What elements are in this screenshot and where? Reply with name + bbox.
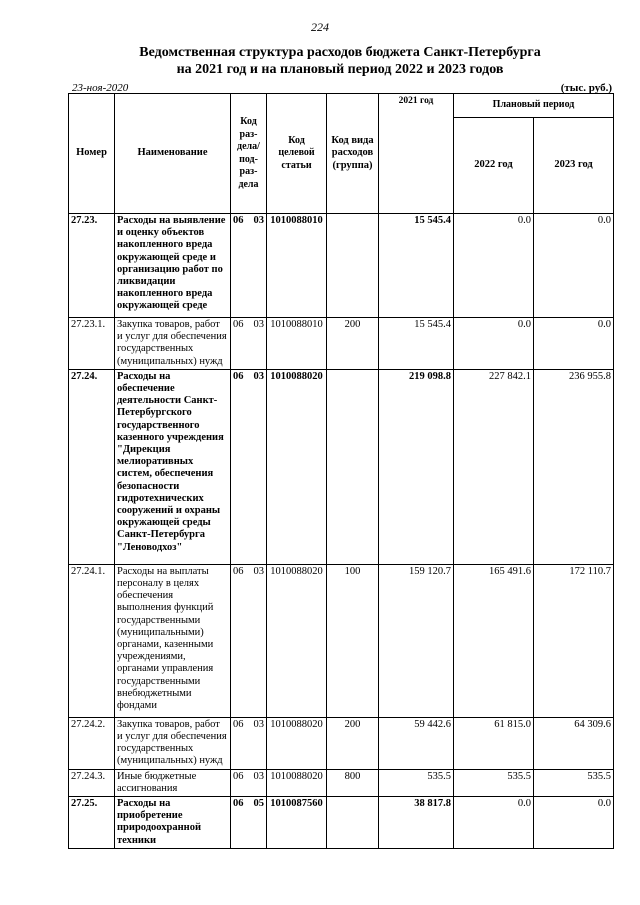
section-code: 06 [233, 565, 244, 577]
header-target-code: Код целевой статьи [267, 94, 327, 214]
row-value-2023: 0.0 [534, 214, 614, 318]
subsection-code: 03 [253, 565, 264, 577]
row-name: Расходы на приобретение природоохранной техники [115, 797, 231, 849]
row-number: 27.24.2. [69, 717, 115, 769]
row-target-code: 1010087560 [267, 797, 327, 849]
row-expense-type: 100 [327, 564, 379, 717]
subsection-code: 03 [253, 718, 264, 730]
page-title [60, 44, 620, 78]
header-planned-period: Плановый период [454, 94, 614, 118]
row-value-2021: 15 545.4 [379, 318, 454, 370]
row-section-code [231, 717, 267, 769]
row-value-2022: 0.0 [454, 318, 534, 370]
row-name: Иные бюджетные ассигнования [115, 769, 231, 796]
row-target-code: 1010088020 [267, 769, 327, 796]
row-name: Расходы на выявление и оценку объектов накопленного вреда окружающей среде и организацию работ по ликвидации накопленного вреда окружающей среде [115, 214, 231, 318]
title-line-1: Ведомственная структура расходов бюджета Санкт-Петербурга [139, 45, 541, 60]
row-target-code: 1010088020 [267, 717, 327, 769]
row-value-2021: 38 817.8 [379, 797, 454, 849]
row-section-code [231, 797, 267, 849]
header-expense-type-code: Код вида расходов (группа) [327, 94, 379, 214]
subsection-code: 05 [253, 798, 264, 810]
row-expense-type [327, 214, 379, 318]
row-value-2023: 64 309.6 [534, 717, 614, 769]
row-expense-type [327, 369, 379, 564]
row-value-2023: 172 110.7 [534, 564, 614, 717]
row-number: 27.25. [69, 797, 115, 849]
row-number: 27.24.1. [69, 564, 115, 717]
row-target-code: 1010088020 [267, 564, 327, 717]
row-name: Закупка товаров, работ и услуг для обеспечения государственных (муниципальных) нужд [115, 717, 231, 769]
row-number: 27.24. [69, 369, 115, 564]
table-row [69, 318, 614, 370]
row-name: Закупка товаров, работ и услуг для обеспечения государственных (муниципальных) нужд [115, 318, 231, 370]
header-2021: 2021 год [379, 94, 454, 214]
row-value-2021: 159 120.7 [379, 564, 454, 717]
table-row [69, 717, 614, 769]
subsection-code: 03 [253, 770, 264, 782]
section-code: 06 [233, 798, 244, 810]
row-number: 27.23. [69, 214, 115, 318]
subsection-code: 03 [253, 319, 264, 330]
header-name: Наименование [115, 94, 231, 214]
row-value-2022: 61 815.0 [454, 717, 534, 769]
row-expense-type: 200 [327, 318, 379, 370]
row-section-code [231, 369, 267, 564]
header-2023: 2023 год [534, 118, 614, 214]
row-value-2022: 0.0 [454, 214, 534, 318]
row-value-2022: 0.0 [454, 797, 534, 849]
row-expense-type: 200 [327, 717, 379, 769]
budget-table [68, 93, 614, 849]
row-section-code [231, 214, 267, 318]
table-row [69, 769, 614, 796]
row-name: Расходы на выплаты персоналу в целях обеспечения выполнения функций государственными (муниципальными) органами, казенными учреждениями, органами управления государственными внебюджетными фондами [115, 564, 231, 717]
subsection-code: 03 [253, 370, 264, 382]
document-date: 23-ноя-2020 [72, 82, 129, 94]
header-number: Номер [69, 94, 115, 214]
table-row [69, 564, 614, 717]
row-target-code: 1010088020 [267, 369, 327, 564]
table-row [69, 214, 614, 318]
section-code: 06 [233, 215, 244, 226]
table-row [69, 797, 614, 849]
section-code: 06 [233, 370, 244, 382]
row-value-2023: 0.0 [534, 797, 614, 849]
row-value-2022: 227 842.1 [454, 369, 534, 564]
row-value-2023: 0.0 [534, 318, 614, 370]
row-value-2021: 15 545.4 [379, 214, 454, 318]
row-expense-type [327, 797, 379, 849]
header-section-code: Код раз- дела/ под- раз- дела [231, 94, 267, 214]
row-value-2022: 535.5 [454, 769, 534, 796]
row-value-2023: 535.5 [534, 769, 614, 796]
row-target-code: 1010088010 [267, 214, 327, 318]
row-value-2021: 59 442.6 [379, 717, 454, 769]
row-value-2022: 165 491.6 [454, 564, 534, 717]
row-number: 27.24.3. [69, 769, 115, 796]
row-section-code [231, 564, 267, 717]
row-value-2021: 219 098.8 [379, 369, 454, 564]
section-code: 06 [233, 319, 244, 330]
title-line-2: на 2021 год и на плановый период 2022 и 2023 годов [176, 62, 504, 77]
row-section-code [231, 769, 267, 796]
row-value-2021: 535.5 [379, 769, 454, 796]
subsection-code: 03 [253, 215, 264, 226]
row-name: Расходы на обеспечение деятельности Санкт-Петербургского государственного казенного учреждения "Дирекция мелиоративных систем, обеспечения безопасности гидротехнических сооружений и охраны окружающей среды Санкт-Петербурга "Леноводхоз" [115, 369, 231, 564]
section-code: 06 [233, 770, 244, 782]
row-expense-type: 800 [327, 769, 379, 796]
table-row [69, 369, 614, 564]
row-section-code [231, 318, 267, 370]
row-number: 27.23.1. [69, 318, 115, 370]
row-target-code: 1010088010 [267, 318, 327, 370]
units-label: (тыс. руб.) [560, 82, 612, 94]
row-value-2023: 236 955.8 [534, 369, 614, 564]
page-number: 224 [311, 20, 329, 34]
section-code: 06 [233, 718, 244, 730]
header-2022: 2022 год [454, 118, 534, 214]
